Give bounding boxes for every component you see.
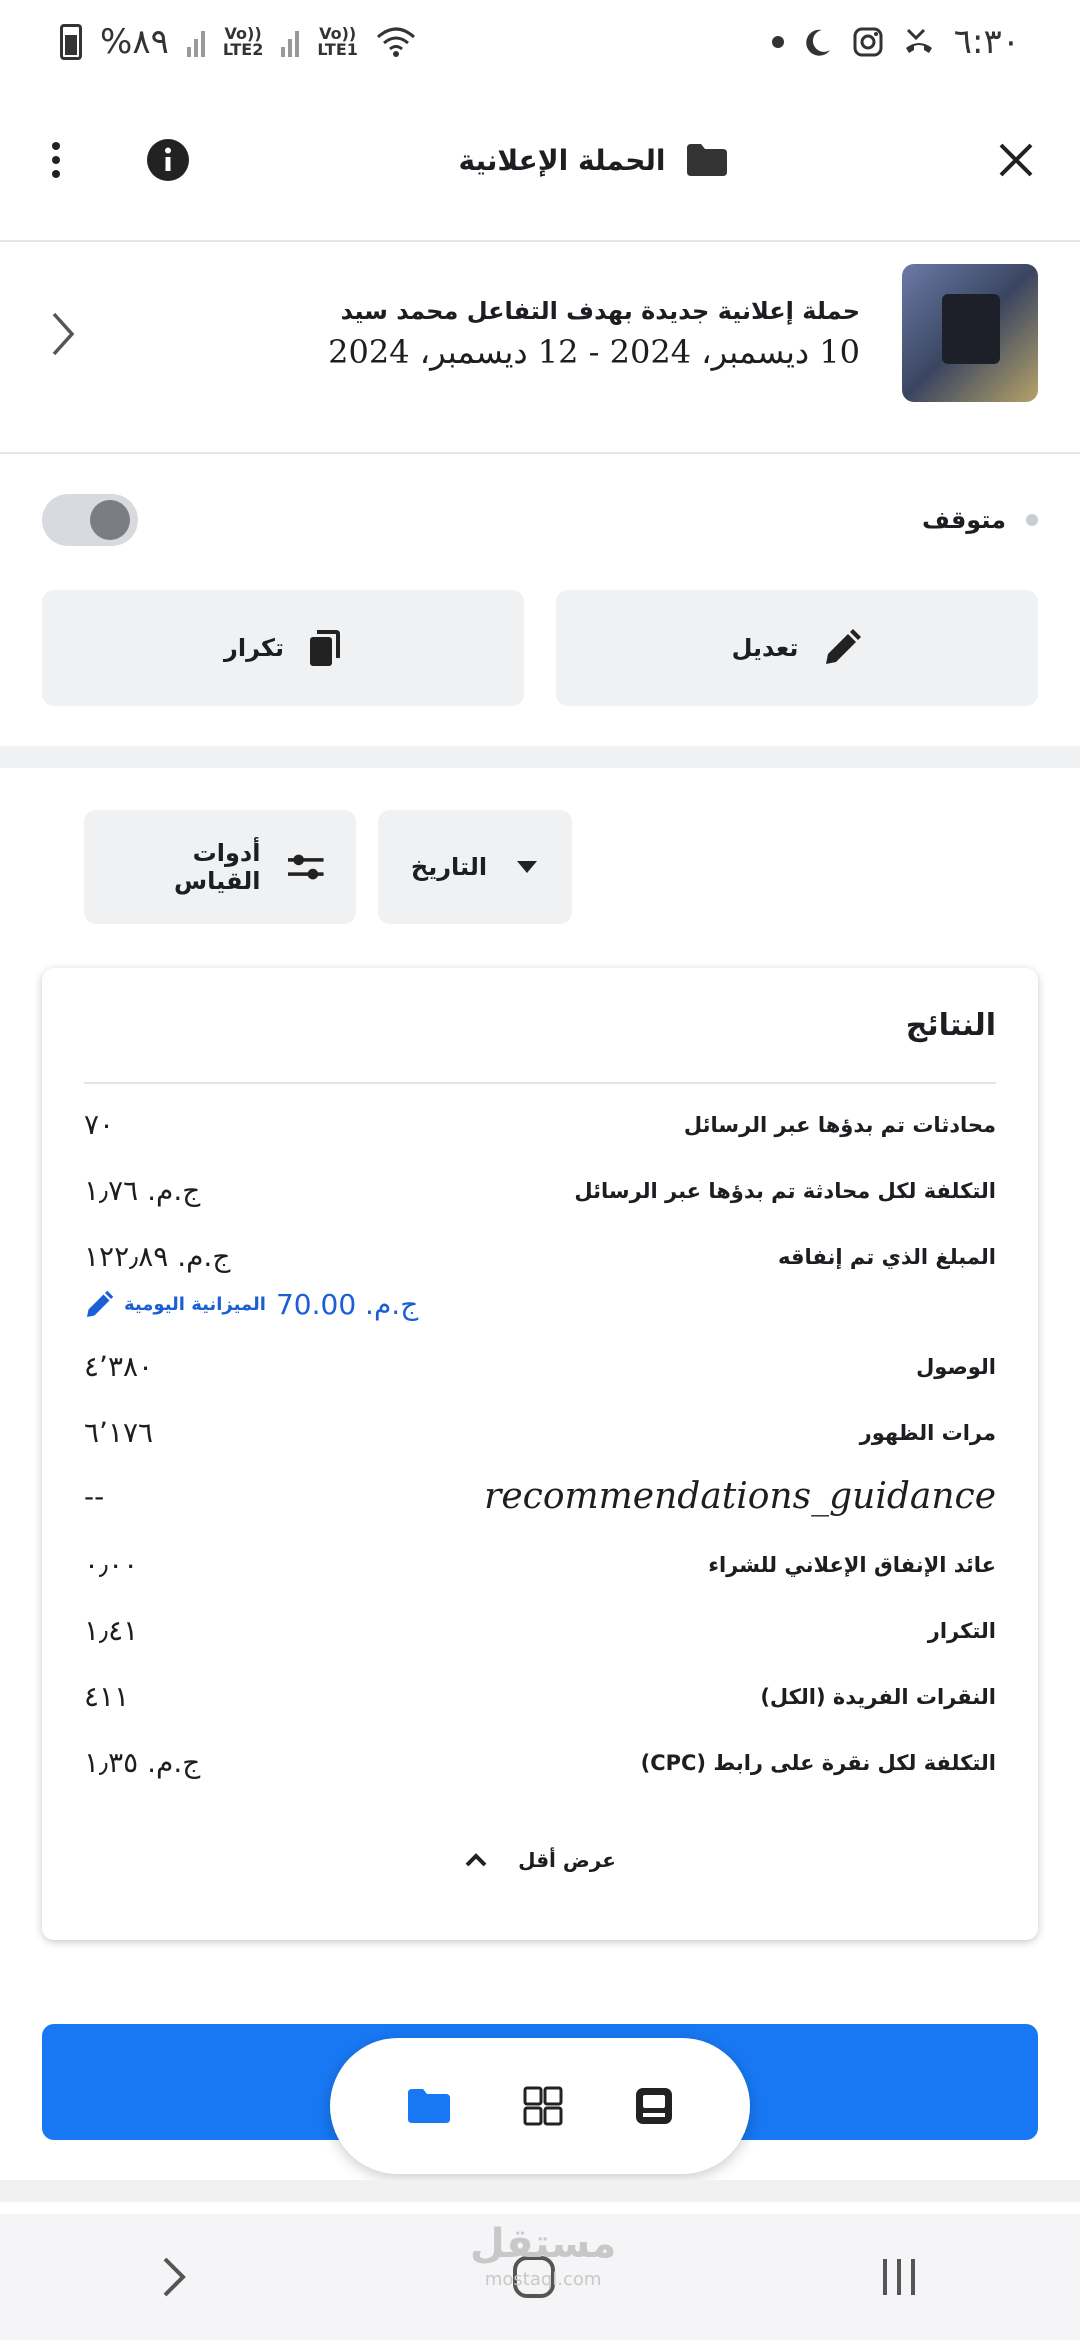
daily-budget-label: الميزانية اليومية: [124, 1294, 266, 1315]
campaign-summary[interactable]: [0, 242, 1080, 452]
metric-value: ٠٫٠٠: [84, 1548, 139, 1581]
metric-value: ج.م. ١٫٣٥: [84, 1746, 201, 1779]
chevron-left-icon[interactable]: [50, 310, 76, 358]
metric-row: [84, 1746, 996, 1779]
metric-row: [84, 1108, 996, 1141]
floating-nav: [330, 2038, 750, 2174]
show-less-label: عرض أقل: [518, 1848, 616, 1872]
status-toggle[interactable]: [42, 494, 138, 546]
metric-row: [84, 1174, 996, 1207]
caret-down-icon: [515, 859, 539, 875]
page-title: [459, 142, 730, 178]
campaigns-folder-icon[interactable]: [406, 2087, 452, 2125]
clock: ٦:٣٠: [953, 22, 1020, 62]
watermark-en: mostaql.com: [484, 2269, 602, 2290]
metric-label: محادثات تم بدؤها عبر الرسائل: [683, 1112, 996, 1137]
metric-row: [84, 1680, 996, 1713]
page-title-text: الحملة الإعلانية: [458, 143, 666, 177]
close-icon[interactable]: [998, 142, 1034, 178]
edit-pencil-icon: [84, 1290, 114, 1320]
recents-icon[interactable]: [879, 2257, 919, 2297]
metric-value: ج.م. ١٢٢٫٨٩: [84, 1240, 231, 1273]
metric-value: ٧٠: [84, 1108, 115, 1141]
status-bar-right: [772, 22, 1020, 62]
status-dot-icon: [1026, 514, 1038, 526]
missed-call-icon: [902, 26, 936, 58]
folder-icon: [685, 142, 729, 178]
sliders-icon: [288, 851, 324, 883]
campaign-info: [328, 297, 860, 371]
instagram-icon: [852, 26, 884, 58]
info-icon[interactable]: [146, 138, 190, 182]
grid-icon[interactable]: [523, 2086, 563, 2126]
battery-level: %٨٩: [100, 22, 169, 62]
bottom-separator: [0, 2180, 1080, 2202]
metric-value: ٤٬٣٨٠: [84, 1350, 154, 1383]
watermark: [470, 2221, 617, 2298]
metric-label: النقرات الفريدة (الكل): [760, 1684, 996, 1709]
daily-budget-value: ج.م. 70.00: [275, 1288, 419, 1321]
campaign-status-row: [0, 468, 1080, 572]
status-bar: [0, 0, 1080, 84]
campaign-dates: 10 ديسمبر، 2024 - 12 ديسمبر، 2024: [328, 333, 860, 371]
results-card: [42, 968, 1038, 1940]
chevron-up-icon: [464, 1852, 488, 1868]
metrics-tools-label: أدوات القياس: [174, 839, 261, 895]
edit-label: تعديل: [731, 634, 799, 662]
metric-label: مرات الظهور: [859, 1420, 996, 1445]
notification-dot-icon: [772, 36, 784, 48]
ad-preview-icon[interactable]: [634, 2086, 674, 2126]
metric-label: recommendations_guidance: [484, 1476, 996, 1517]
metric-label: التكلفة لكل محادثة تم بدؤها عبر الرسائل: [574, 1178, 996, 1203]
metric-row: [84, 1350, 996, 1383]
metric-row: [84, 1240, 996, 1273]
pencil-icon: [822, 628, 862, 668]
metric-label: عائد الإنفاق الإعلاني للشراء: [708, 1552, 996, 1577]
signal-icon-2: [281, 27, 299, 57]
campaign-name: حملة إعلانية جديدة بهدف التفاعل محمد سيد: [340, 297, 860, 325]
metric-row: [84, 1614, 996, 1647]
back-chevron-icon[interactable]: [161, 2255, 189, 2299]
lte2-indicator: Vo)) LTE2: [222, 24, 264, 59]
results-divider: [84, 1082, 996, 1084]
header-actions: [46, 138, 190, 182]
metric-value: ٦٬١٧٦: [84, 1416, 154, 1449]
metric-label: الوصول: [916, 1354, 996, 1379]
metric-row: [84, 1548, 996, 1581]
metric-label: التكلفة لكل نقرة على رابط (CPC): [640, 1750, 996, 1775]
duplicate-button[interactable]: [42, 590, 524, 706]
lte1-indicator: Vo)) LTE1: [317, 24, 358, 59]
show-less-button[interactable]: [42, 1848, 1038, 1872]
status-bar-left: [60, 22, 416, 62]
metric-row: [84, 1476, 996, 1517]
watermark-ar: مستقل: [470, 2221, 617, 2267]
moon-icon: [802, 26, 834, 58]
metric-row: [84, 1416, 996, 1449]
metric-value: ج.م. ١٫٧٦: [84, 1174, 201, 1207]
more-options-icon[interactable]: [46, 140, 66, 180]
copy-icon: [308, 628, 342, 668]
wifi-icon: [376, 25, 416, 59]
campaign-divider: [0, 452, 1080, 454]
status-indicator: [922, 506, 1038, 534]
campaign-thumbnail: [902, 264, 1038, 402]
metric-label: المبلغ الذي تم إنفاقه: [778, 1244, 996, 1269]
filters-bar: [84, 810, 572, 924]
metric-value: --: [84, 1480, 105, 1513]
metric-label: التكرار: [927, 1618, 996, 1643]
date-filter-label: التاريخ: [410, 853, 488, 881]
daily-budget-link[interactable]: [84, 1288, 418, 1321]
duplicate-label: تكرار: [224, 634, 284, 662]
results-title: النتائج: [905, 1008, 996, 1043]
edit-button[interactable]: [556, 590, 1038, 706]
metrics-tools-button[interactable]: [84, 810, 356, 924]
section-separator: [0, 746, 1080, 768]
signal-icon: [187, 27, 205, 57]
metric-value: ١٫٤١: [84, 1614, 139, 1647]
campaign-actions: [42, 590, 1038, 706]
top-app-bar: [0, 100, 1080, 220]
date-filter-button[interactable]: [378, 810, 572, 924]
battery-icon: [60, 24, 82, 60]
metric-value: ٤١١: [84, 1680, 130, 1713]
status-label: متوقف: [922, 506, 1006, 534]
